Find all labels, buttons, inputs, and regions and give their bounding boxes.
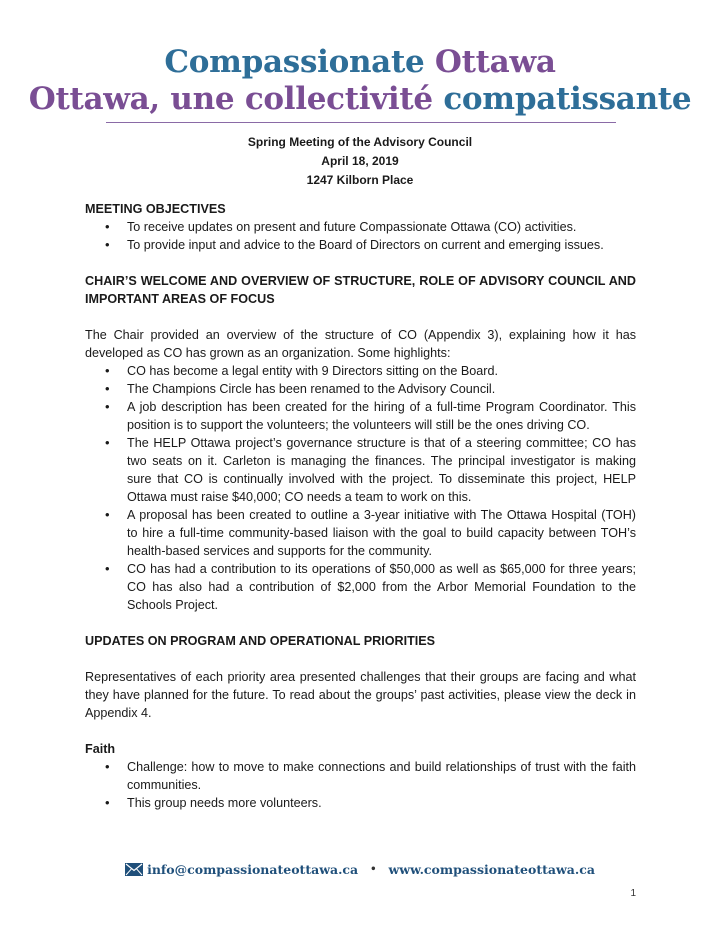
list-item: • Challenge: how to move to make connections and build relationships of trust with the faith communities. (85, 758, 636, 794)
header-divider (106, 122, 616, 123)
meeting-title: Spring Meeting of the Advisory Council (247, 135, 473, 149)
footer-separator: • (370, 864, 377, 875)
title-fr-part1: Ottawa, une collectivité (28, 81, 433, 117)
org-title-english (0, 44, 720, 80)
list-item: • This group needs more volunteers. (85, 794, 636, 812)
list-item: • A proposal has been created to outline a 3-year initiative with The Ottawa Hospital (TOH) to hire a full-time community-based liaison with the goal to build capacity between TOH’s health-based services and supports for the community. (85, 506, 636, 560)
objectives-list (85, 218, 636, 254)
list-item: • A job description has been created for the hiring of a full-time Program Coordinator. This position is to support the volunteers; the volunteers will still be the ones driving CO. (85, 398, 636, 434)
list-item: • The Champions Circle has been renamed to the Advisory Council. (85, 380, 636, 398)
footer-email-link[interactable]: info@compassionateottawa.ca (147, 862, 359, 877)
meeting-info (0, 133, 720, 190)
title-fr-part2: compatissante (443, 81, 692, 117)
page-number: 1 (630, 888, 636, 899)
chair-intro: The Chair provided an overview of the structure of CO (Appendix 3), explaining how it has developed as CO has grown as an organization. Some highlights: (85, 328, 636, 360)
meeting-location: 1247 Kilborn Place (306, 173, 414, 187)
chair-heading: CHAIR’S WELCOME AND OVERVIEW OF STRUCTURE, ROLE OF ADVISORY COUNCIL AND IMPORTANT AREAS OF FOCUS (85, 274, 636, 306)
document-body (85, 200, 636, 812)
list-item: • CO has had a contribution to its operations of $50,000 as well as $65,000 for three years; CO has also had a contribution of $2,000 from the Arbor Memorial Foundation to the Schools Project. (85, 560, 636, 614)
faith-list (85, 758, 636, 812)
list-item: • The HELP Ottawa project’s governance structure is that of a steering committee; CO has two seats on it. Carleton is managing the finances. The principal investigator is making sure that CO is continually involved with the project. To disseminate this project, HELP Ottawa must raise $40,000; CO needs a team to work on this. (85, 434, 636, 506)
list-item: • To receive updates on present and future Compassionate Ottawa (CO) activities. (85, 218, 636, 236)
updates-heading: UPDATES ON PROGRAM AND OPERATIONAL PRIORITIES (85, 634, 436, 648)
faith-heading: Faith (85, 742, 116, 756)
updates-intro: Representatives of each priority area presented challenges that their groups are facing and what they have planned for the future. To read about the groups’ past activities, please view the deck in Appendix 4. (85, 670, 636, 720)
footer (0, 862, 720, 877)
list-item: • To provide input and advice to the Board of Directors on current and emerging issues. (85, 236, 636, 254)
meeting-date: April 18, 2019 (321, 154, 399, 168)
org-title-french (0, 81, 720, 117)
list-item: • CO has become a legal entity with 9 Directors sitting on the Board. (85, 362, 636, 380)
title-word-ottawa: Ottawa (434, 44, 556, 80)
title-word-compassionate: Compassionate (164, 44, 425, 80)
envelope-icon (125, 863, 143, 876)
footer-website-link[interactable]: www.compassionateottawa.ca (388, 862, 595, 877)
objectives-heading: MEETING OBJECTIVES (85, 202, 226, 216)
chair-highlights-list (85, 362, 636, 614)
